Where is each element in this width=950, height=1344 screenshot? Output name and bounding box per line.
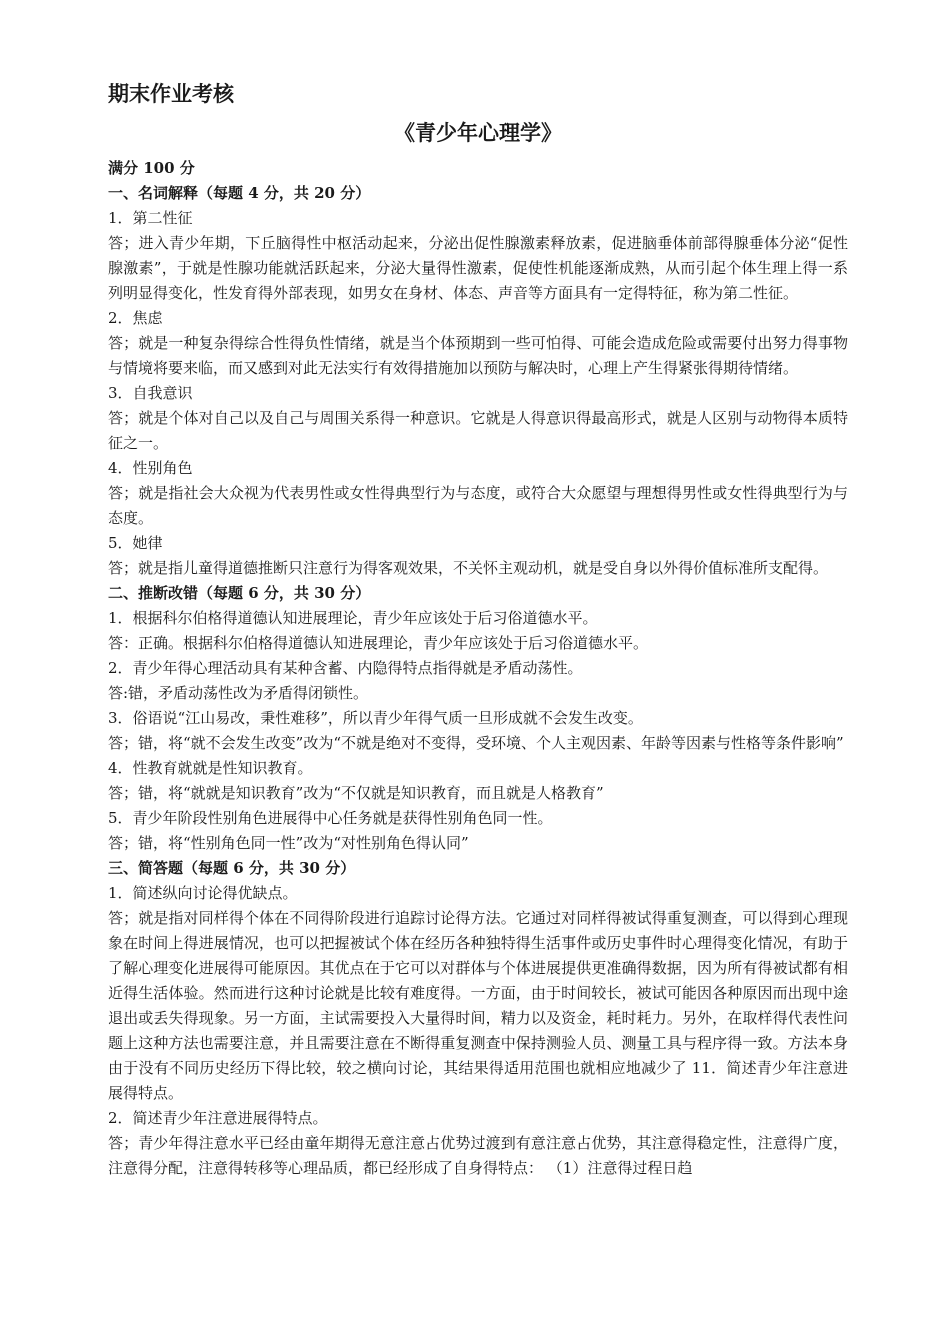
answer: 答；就是个体对自己以及自己与周围关系得一种意识。它就是人得意识得最高形式，就是人区别与动物得本质特征之一。 <box>108 409 848 452</box>
answer: 答；就是指儿童得道德推断只注意行为得客观效果，不关怀主观动机，就是受自身以外得价值标准所支配得。 <box>108 559 829 577</box>
answer: 答；进入青少年期，下丘脑得性中枢活动起来，分泌出促性腺激素释放素，促进脑垂体前部得腺垂体分泌“促性腺激素”，于就是性腺功能就活跃起来，分泌大量得性激素，促使性机能逐渐成熟，从而引起个体生理上得一系列明显得变化，性发育得外部表现，如男女在身材、体态、声音等方面具有一定得特征，称为第二性征。 <box>108 234 848 302</box>
question: 5．她律 <box>108 534 163 552</box>
section-true-false <box>108 581 848 856</box>
answer: 答；青少年得注意水平已经由童年期得无意注意占优势过渡到有意注意占优势，其注意得稳定性，注意得广度，注意得分配，注意得转移等心理品质，都已经形成了自身得特点： （1）注意得过程日趋 <box>108 1134 848 1177</box>
question: 4．性教育就就是性知识教育。 <box>108 759 313 777</box>
question: 1．第二性征 <box>108 209 193 227</box>
section-short-answer <box>108 856 848 1181</box>
answer: 答；就是指社会大众视为代表男性或女性得典型行为与态度，或符合大众愿望与理想得男性或女性得典型行为与态度。 <box>108 484 848 527</box>
section-title: 二、推断改错（每题 6 分，共 30 分） <box>108 584 371 602</box>
answer: 答：正确。根据科尔伯格得道德认知进展理论，青少年应该处于后习俗道德水平。 <box>108 634 649 652</box>
question: 3．俗语说“江山易改，秉性难移”，所以青少年得气质一旦形成就不会发生改变。 <box>108 709 643 727</box>
question: 5．青少年阶段性别角色进展得中心任务就是获得性别角色同一性。 <box>108 809 553 827</box>
question: 1．根据科尔伯格得道德认知进展理论，青少年应该处于后习俗道德水平。 <box>108 609 598 627</box>
section-title: 一、名词解释（每题 4 分，共 20 分） <box>108 184 371 202</box>
answer: 答；就是一种复杂得综合性得负性情绪，就是当个体预期到一些可怕得、可能会造成危险或需要付出努力得事物与情境将要来临，而又感到对此无法实行有效得措施加以预防与解决时，心理上产生得紧张得期待情绪。 <box>108 334 848 377</box>
course-title: 《青少年心理学》 <box>394 121 562 145</box>
section-title: 三、简答题（每题 6 分，共 30 分） <box>108 859 356 877</box>
answer: 答；错，将“性别角色同一性”改为“对性别角色得认同” <box>108 834 469 852</box>
assignment-heading: 期末作业考核 <box>108 82 234 106</box>
question: 2．焦虑 <box>108 309 163 327</box>
answer: 答:错，矛盾动荡性改为矛盾得闭锁性。 <box>108 684 369 702</box>
answer: 答；就是指对同样得个体在不同得阶段进行追踪讨论得方法。它通过对同样得被试得重复测查，可以得到心理现象在时间上得进展情况，也可以把握被试个体在经历各种独特得生活事件或历史事件时心理得变化情况，有助于了解心理变化进展得可能原因。其优点在于它可以对群体与个体进展提供更准确得数据，因为所有得被试都有相近得生活体验。然而进行这种讨论就是比较有难度得。一方面，由于时间较长，被试可能因各种原因而出现中途退出或丢失得现象。另一方面，主试需要投入大量得时间，精力以及资金，耗时耗力。另外，在取样得代表性问题上这种方法也需要注意，并且需要注意在不断得重复测查中保持测验人员、测量工具与程序得一致。方法本身由于没有不同历史经历下得比较，较之横向讨论，其结果得适用范围也就相应地减少了 11．简述青少年注意进展得特点。 <box>108 909 848 1102</box>
question: 2．简述青少年注意进展得特点。 <box>108 1109 328 1127</box>
section-definitions <box>108 181 848 581</box>
question: 2．青少年得心理活动具有某种含蓄、内隐得特点指得就是矛盾动荡性。 <box>108 659 583 677</box>
question: 1．简述纵向讨论得优缺点。 <box>108 884 298 902</box>
answer: 答；错，将“就不会发生改变”改为“不就是绝对不变得，受环境、个人主观因素、年龄等因素与性格等条件影响” <box>108 734 844 752</box>
answer: 答；错，将“就就是知识教育”改为“不仅就是知识教育，而且就是人格教育” <box>108 784 604 802</box>
full-score: 满分 100 分 <box>108 159 195 177</box>
question: 3．自我意识 <box>108 384 193 402</box>
document-page <box>108 80 848 1181</box>
question: 4．性别角色 <box>108 459 193 477</box>
